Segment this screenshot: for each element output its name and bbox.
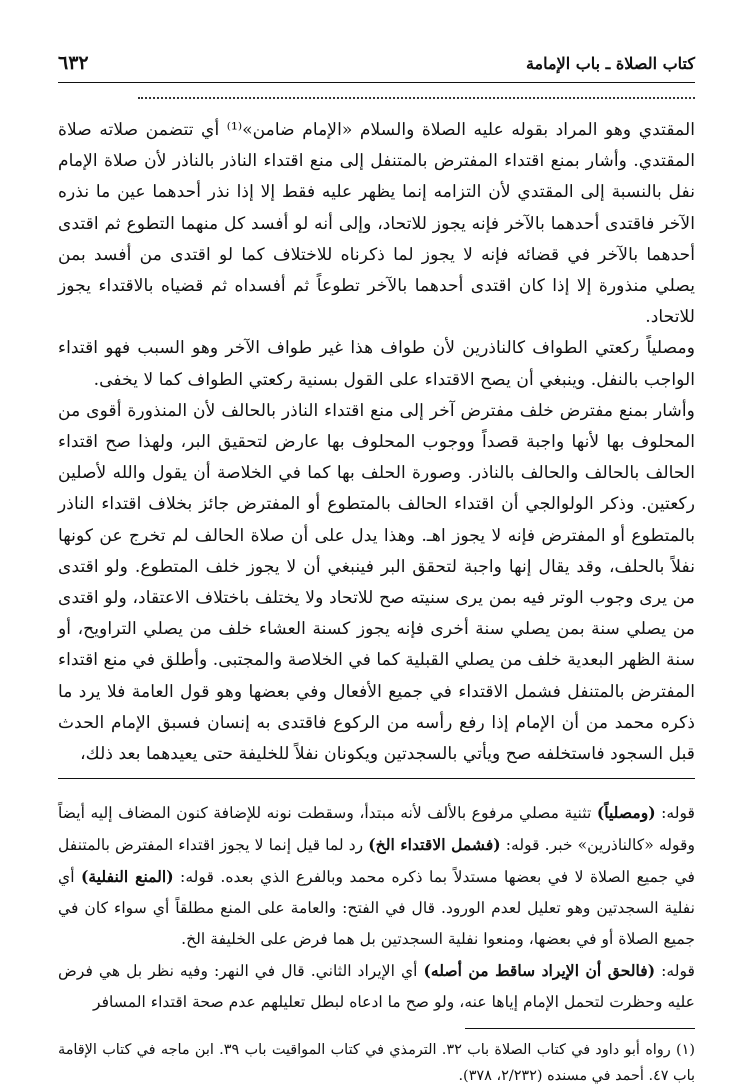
commentary-lemma: (المنع النفلية) (80, 867, 174, 887)
commentary-text: أي نفلية السجدتين وهو تعليل لعدم الورود. قال في الفتح: والعامة على المنع مطلقاً أي سواء كان في جميع الصلاة أو في بعضها، ومنعوا نفلية السجدتين بل هما فرض على الخليفة الخ. (58, 868, 695, 949)
footnotes (58, 1037, 695, 1089)
commentary-lemma: (ومصلياً) (596, 803, 656, 823)
commentary-text: أي الإيراد الثاني. قال في النهر: وفيه نظر بل هي فرض عليه وحظرت لتحمل الإمام إياها عنه، ولو صح ما ادعاه لبطل تعليلهم عدم صحة اقتداء المسافر (58, 962, 695, 1012)
commentary-paragraph (58, 797, 695, 955)
main-paragraph: المقتدي وهو المراد بقوله عليه الصلاة والسلام «الإمام ضامن»⁽¹⁾ أي تتضمن صلاته صلاة المقتدي. وأشار بمنع اقتداء المفترض بالمتنفل إلى منع اقتداء الناذر بالناذر لأن صلاة الإمام نفل بالنسبة إلى المقتدي لأن التزامه إنما يظهر عليه فقط إلا إذا نذر أحدهما عين ما نذره الآخر فاقتدى أحدهما بالآخر فإنه يجوز للاتحاد، وإلى أنه لو أفسد كل منهما التطوع ثم اقتدى أحدهما بالآخر في قضائه فإنه لا يجوز لما ذكرناه للاختلاف كما لو اقتدى من أفسد بمن يصلي منذورة إلا إذا كان اقتدى أحدهما بالآخر تطوعاً ثم أفسداه ثم قضياه بالاقتداء يجوز للاتحاد. (58, 120, 695, 328)
footnote-separator (465, 1028, 695, 1029)
book-title: كتاب الصلاة ـ باب الإمامة (525, 54, 695, 73)
main-paragraph: ومصلياً ركعتي الطواف كالناذرين لأن طواف هذا غير طواف الآخر وهو السبب فهو اقتداء الواجب بالنفل. وينبغي أن يصح الاقتداء على القول بسنية ركعتي الطواف كما لا يخفى. (58, 338, 695, 390)
commentary-lemma: (فالحق أن الإيراد ساقط من أصله) (423, 961, 656, 981)
commentary-paragraph (58, 955, 695, 1018)
commentary-separator (58, 778, 695, 779)
dotted-separator (138, 97, 695, 99)
commentary-text: تثنية مصلي مرفوع بالألف لأنه مبتدأ، وسقطت نونه للإضافة كنون المضاف إليه أيضاً وقوله «كالناذرين» خبر. قوله: (58, 804, 695, 855)
commentary-text: رد لما قيل إنما لا يجوز اقتداء المفترض بالمتنفل في جميع الصلاة لا في بعضها مستدلاً بما ذكره محمد وبالفرع الذي بعده. قوله: (58, 836, 696, 887)
commentary-lemma: (فشمل الاقتداء الخ) (368, 835, 501, 855)
main-text (58, 115, 695, 770)
commentary-text: قوله: (655, 804, 695, 823)
footnote-item: (١) رواه أبو داود في كتاب الصلاة باب ٣٢. الترمذي في كتاب المواقيت باب ٣٩. ابن ماجه في كتاب الإقامة باب ٤٧. أحمد في مسنده (٢/٢٣٢، ٣٧٨). (58, 1042, 695, 1085)
running-header (58, 52, 695, 83)
commentary-text: قوله: (655, 962, 695, 981)
page-number: ٦٣٢ (58, 52, 89, 74)
commentary-section (58, 797, 695, 1018)
main-paragraph: وأشار بمنع مفترض خلف مفترض آخر إلى منع اقتداء الناذر بالحالف لأن المنذورة أقوى من المحلوف بها لأنها واجبة قصداً ووجوب المحلوف بها عارض لتحقيق البر، ولهذا صح اقتداء الحالف بالحالف والحالف بالناذر. وصورة الحلف بها كما في الخلاصة أن يقول والله لأصلين ركعتين. وذكر الولوالجي أن اقتداء الحالف بالمتطوع أو المفترض جائز بخلاف اقتداء الناذر بالمتطوع أو المفترض فإنه لا يجوز اهـ. وهذا يدل على أن صلاة الحالف لم تخرج عن كونها نفلاً بالحلف، وقد يقال إنها واجبة لتحقق البر فينبغي أن لا يجوز خلف المتطوع. ولو اقتدى من يرى وجوب الوتر فيه بمن يرى سنيته صح للاتحاد ولا يختلف باختلاف الاعتقاد، ولو اقتدى من يصلي سنة بمن يصلي سنة أخرى فإنه يجوز كسنة العشاء خلف من يصلي التراويح، أو سنة الظهر البعدية خلف من يصلي القبلية كما في الخلاصة والمجتبى. وأطلق في منع اقتداء المفترض بالمتنفل فشمل الاقتداء في جميع الأفعال وفي بعضها وهو قول العامة فلا يرد ما ذكره محمد من أن الإمام إذا رفع رأسه من الركوع فاقتدى به إنسان فسبق الإمام الحدث قبل السجود فاستخلفه صح ويأتي بالسجدتين ويكونان نفلاً للخليفة حتى يعيدهما بعد ذلك، (58, 400, 695, 765)
